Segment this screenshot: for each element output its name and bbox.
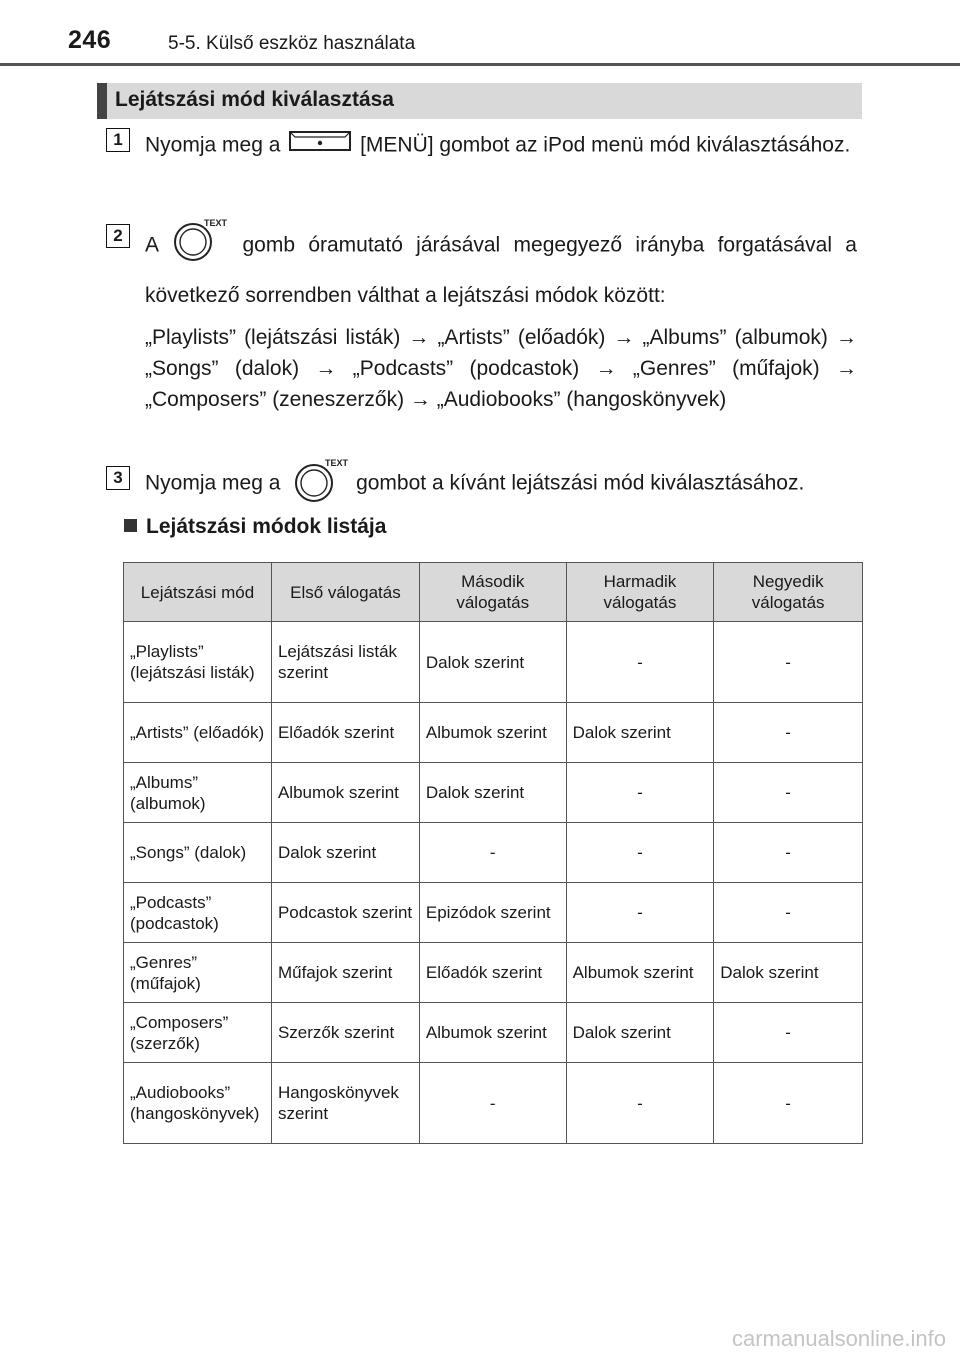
list-heading: [124, 515, 386, 539]
table-cell: „Audiobooks” (hangoskönyvek): [124, 1063, 272, 1144]
table-cell: Dalok szerint: [566, 703, 714, 763]
table-cell: „Artists” (előadók): [124, 703, 272, 763]
table-row: [124, 943, 863, 1003]
step-1-after: [MENÜ] gombot az iPod menü mód kiválasztásához.: [360, 133, 851, 157]
table-cell: -: [714, 703, 863, 763]
table-cell: „Songs” (dalok): [124, 823, 272, 883]
table-cell: -: [566, 1063, 714, 1144]
list-heading-text: Lejátszási módok listája: [146, 515, 387, 538]
step-2-text: [145, 216, 857, 415]
section-accent: [97, 83, 107, 119]
step-2-intro: [145, 216, 857, 316]
section-title: Lejátszási mód kiválasztása: [115, 88, 394, 111]
table-row: [124, 1063, 863, 1144]
table-row: [124, 703, 863, 763]
chapter-title: 5-5. Külső eszköz használata: [168, 33, 416, 54]
mode-sequence: „Playlists” (lejátszási listák) → „Artists” (előadók) → „Albums” (albumok) → „Songs” (dalok) → „Podcasts” (podcastok) → „Genres” (műfajok) → „Composers” (zeneszerzők) → „Audiobooks” (hangoskönyvek): [145, 326, 857, 411]
step-2-after: gomb óramutató járásával megegyező irányba forgatásával a következő sorrendben válthat a lejátszási módok között:: [145, 233, 857, 307]
knob-label: TEXT: [204, 218, 228, 228]
bullet-square-icon: [124, 519, 137, 532]
page-number: 246: [68, 26, 112, 54]
table-cell: Műfajok szerint: [271, 943, 419, 1003]
table-header-row: [124, 563, 863, 622]
step-3-text: [145, 455, 857, 513]
table-row: [124, 883, 863, 943]
table-cell: Albumok szerint: [566, 943, 714, 1003]
table-cell: -: [714, 763, 863, 823]
step-1-before: Nyomja meg a: [145, 133, 281, 157]
table-header: Első válogatás: [271, 563, 419, 622]
table-cell: Szerzők szerint: [271, 1003, 419, 1063]
table-row: [124, 622, 863, 703]
section-heading-bar: [97, 83, 862, 119]
table-cell: „Playlists” (lejátszási listák): [124, 622, 272, 703]
table-cell: -: [714, 823, 863, 883]
tune-knob-icon: [171, 216, 229, 276]
table-cell: Dalok szerint: [566, 1003, 714, 1063]
table-cell: Hangoskönyvek szerint: [271, 1063, 419, 1144]
header-rule: [0, 63, 960, 66]
table-cell: „Podcasts” (podcastok): [124, 883, 272, 943]
table-cell: Lejátszási listák szerint: [271, 622, 419, 703]
table-cell: Podcastok szerint: [271, 883, 419, 943]
table-cell: -: [419, 823, 566, 883]
table-header: Negyedik válogatás: [714, 563, 863, 622]
table-cell: -: [419, 1063, 566, 1144]
table-cell: „Genres” (műfajok): [124, 943, 272, 1003]
table-row: [124, 823, 863, 883]
table-cell: „Composers” (szerzők): [124, 1003, 272, 1063]
table-cell: Albumok szerint: [419, 1003, 566, 1063]
step-number-1: 1: [106, 128, 130, 152]
table-cell: „Albums” (albumok): [124, 763, 272, 823]
table-cell: -: [566, 763, 714, 823]
menu-button-icon: [286, 128, 354, 164]
step-number-3: 3: [106, 466, 130, 490]
table-cell: Előadók szerint: [419, 943, 566, 1003]
step-2-before: A: [145, 233, 158, 257]
table-cell: Dalok szerint: [419, 763, 566, 823]
table-cell: -: [566, 823, 714, 883]
knob-label: TEXT: [325, 458, 349, 468]
step-3-after: gombot a kívánt lejátszási mód kiválasztásához.: [356, 471, 805, 495]
tune-knob-icon: [286, 455, 350, 513]
table-cell: Dalok szerint: [714, 943, 863, 1003]
table-cell: Epizódok szerint: [419, 883, 566, 943]
table-header: Lejátszási mód: [124, 563, 272, 622]
table-cell: -: [714, 622, 863, 703]
table-cell: Albumok szerint: [419, 703, 566, 763]
table-cell: -: [566, 622, 714, 703]
table-cell: Dalok szerint: [419, 622, 566, 703]
table-cell: Dalok szerint: [271, 823, 419, 883]
watermark: carmanualsonline.info: [731, 1326, 946, 1351]
table-header: Második válogatás: [419, 563, 566, 622]
table-cell: Albumok szerint: [271, 763, 419, 823]
step-number-2: 2: [106, 224, 130, 248]
table-cell: -: [714, 1003, 863, 1063]
table-cell: -: [714, 883, 863, 943]
table-cell: -: [714, 1063, 863, 1144]
table-cell: -: [566, 883, 714, 943]
step-1-text: [145, 128, 857, 164]
table-row: [124, 1003, 863, 1063]
table-cell: Előadók szerint: [271, 703, 419, 763]
playback-modes-table: [123, 562, 863, 1144]
table-row: [124, 763, 863, 823]
step-3-before: Nyomja meg a: [145, 471, 281, 495]
table-header: Harmadik válogatás: [566, 563, 714, 622]
